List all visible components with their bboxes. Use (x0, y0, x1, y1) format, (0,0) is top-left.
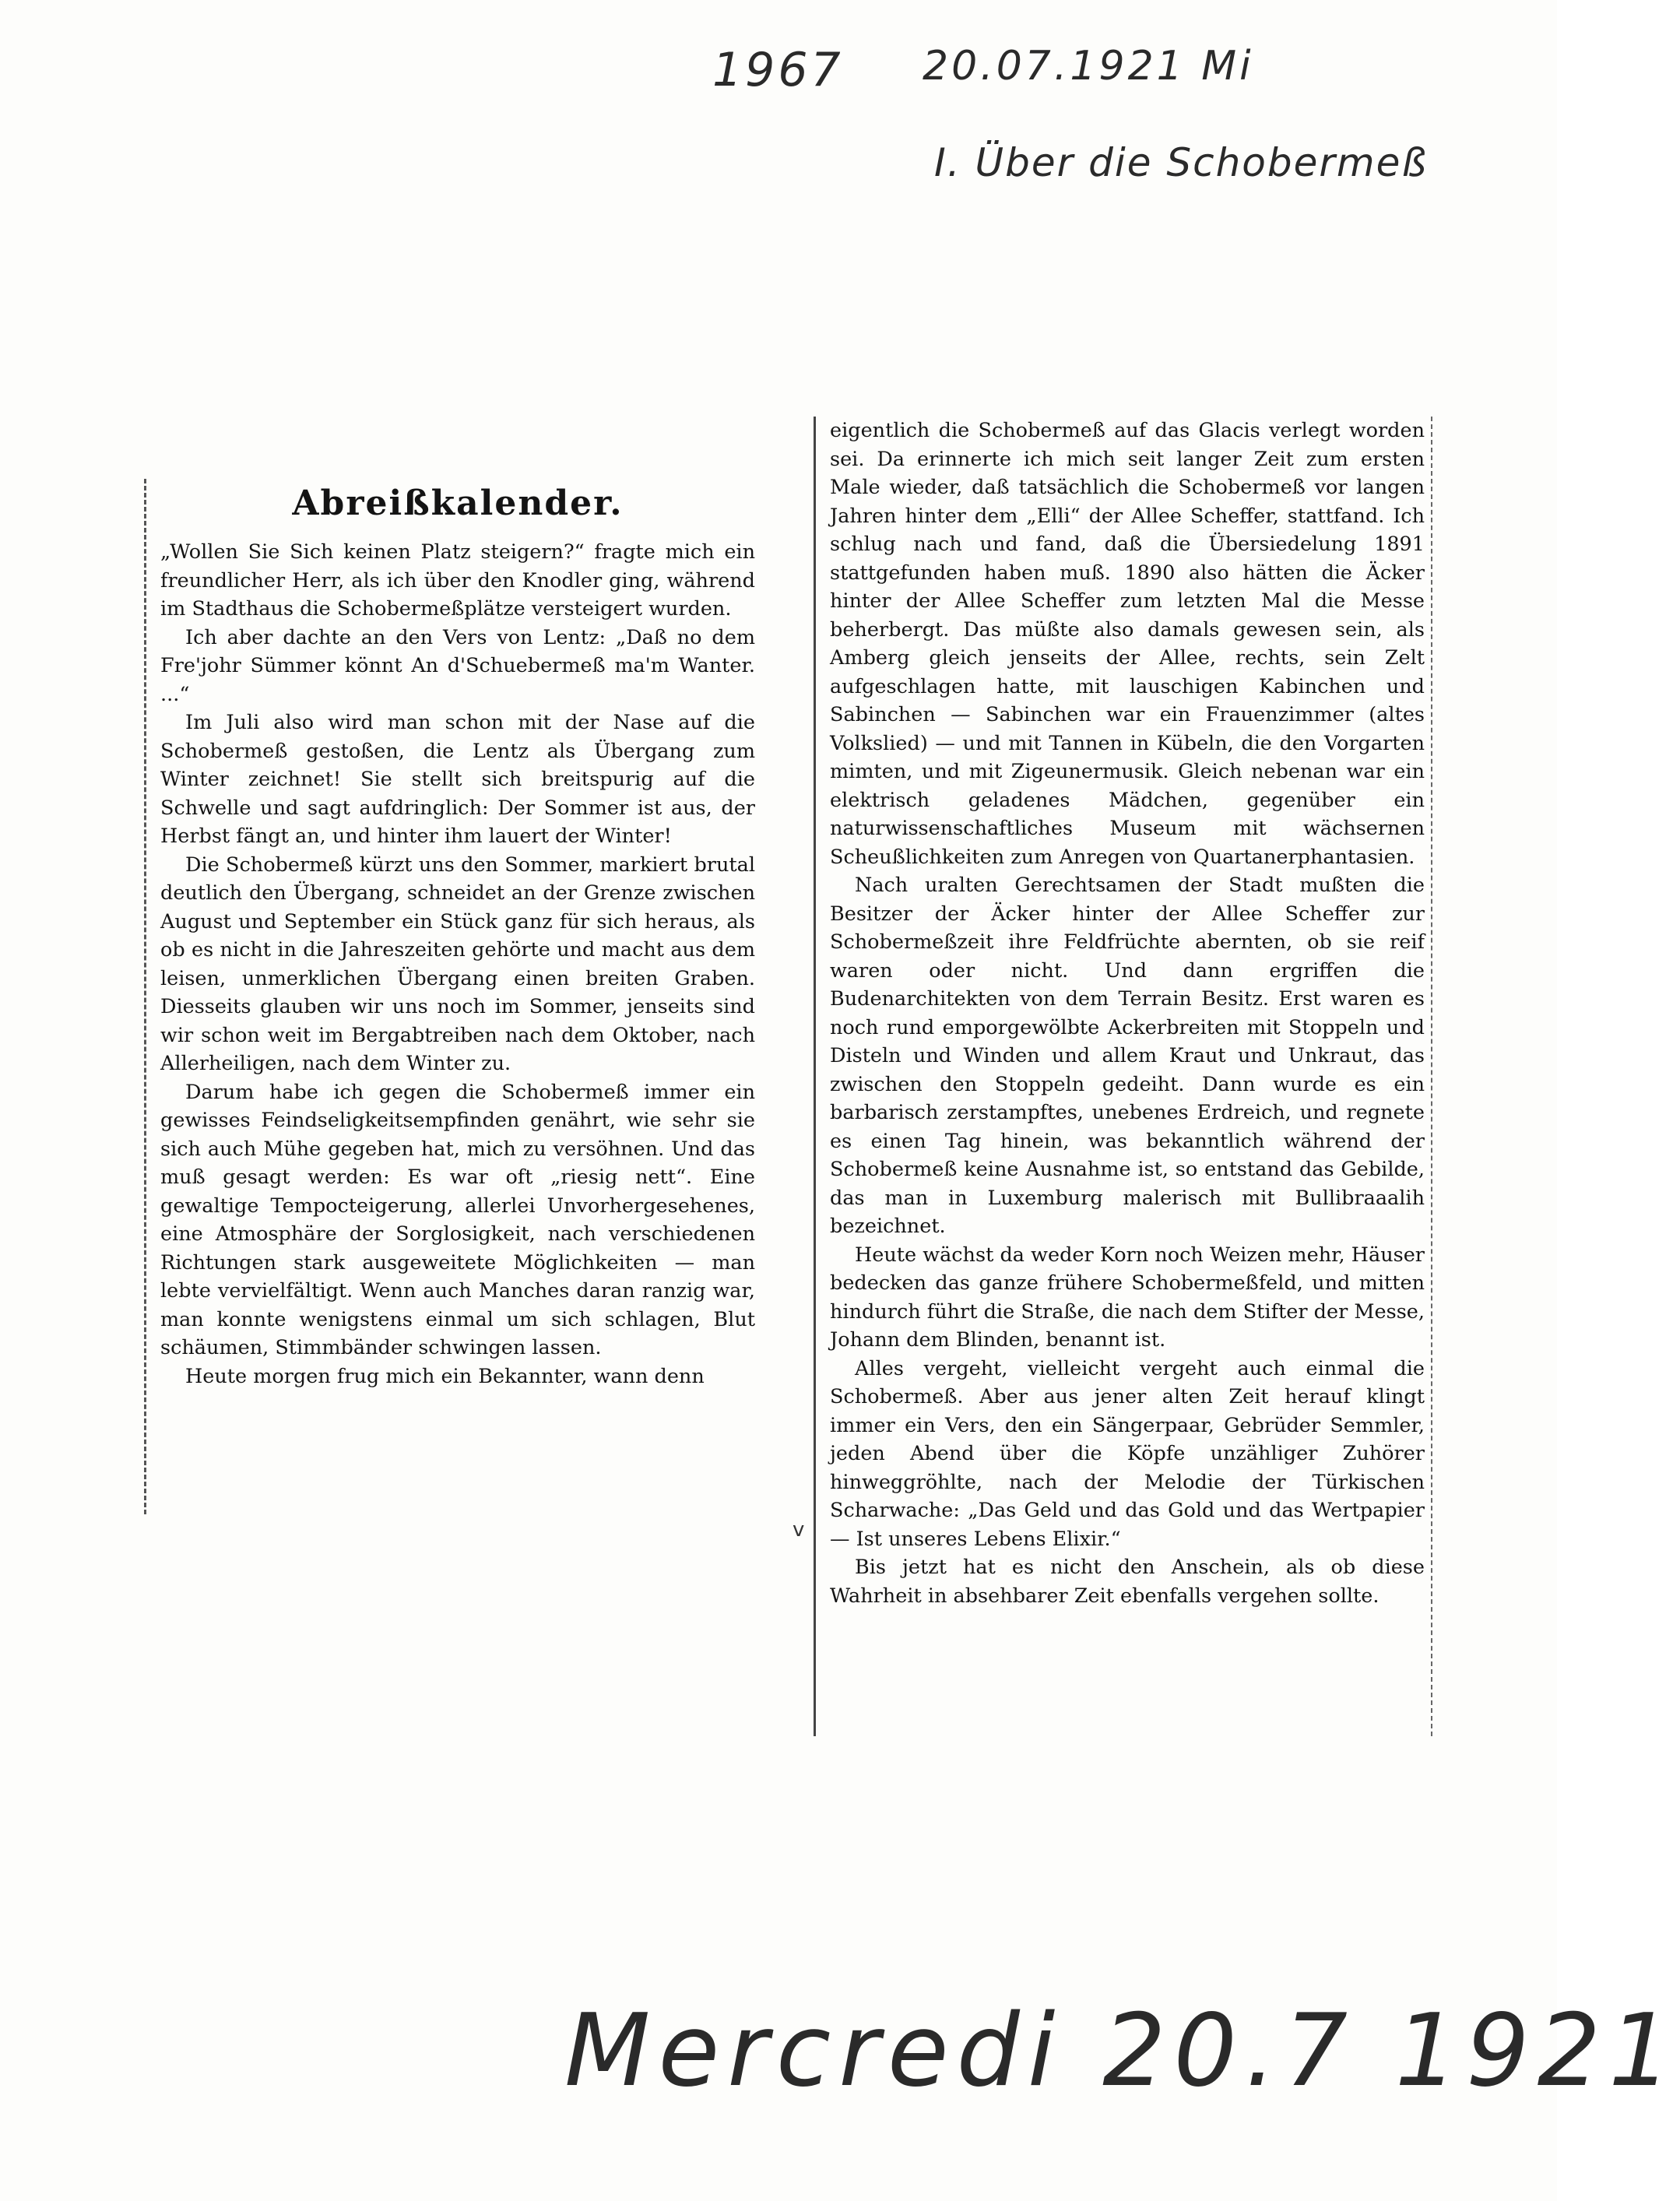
paragraph: eigentlich die Schobermeß auf das Glacis verlegt worden sei. Da erinnerte ich mich seit langer Zeit zum ersten Male wieder, daß tatsächlich die Schobermeß vor langen Jahren hinter dem „Elli“ der Allee Scheffer, stattfand. Ich schlug nach und fand, daß die Übersiedelung 1891 stattgefunden haben muß. 1890 also hätten die Äcker hinter der Allee Scheffer zum letzten Mal die Messe beherbergt. Das müßte also damals gewesen sein, als Amberg gleich jenseits der Allee, rechts, sein Zelt aufgeschlagen hatte, mit lauschigen Kabinchen und Sabinchen — Sabinchen war ein Frauenzimmer (altes Volkslied) — und mit Tannen in Kübeln, die den Vorgarten mimten, und mit Zigeunermusik. Gleich nebenan war ein elektrisch geladenes Mädchen, gegenüber ein naturwissenschaftliches Museum mit wächsernen Scheußlichkeiten zum Anregen von Quartanerphantasien. (830, 419, 1425, 869)
paragraph: „Wollen Sie Sich keinen Platz steigern?“ fragte mich ein freundlicher Herr, als ich über den Knodler ging, während im Stadthaus die Schobermeßplätze versteigert wurden. (160, 540, 755, 621)
paragraph: Bis jetzt hat es nicht den Anschein, als ob diese Wahrheit in absehbarer Zeit ebenfalls vergehen sollte. (830, 1556, 1425, 1608)
article-title: Abreißkalender. (292, 483, 624, 523)
handwritten-bottom-date: Mercredi 20.7 1921 (564, 1993, 1680, 2109)
paragraph: Heute wächst da weder Korn noch Weizen mehr, Häuser bedecken das ganze frühere Schobermeßfeld, und mitten hindurch führt die Straße, die nach dem Stifter der Messe, Johann dem Blinden, benannt ist. (830, 1243, 1425, 1352)
paragraph: Darum habe ich gegen die Schobermeß immer ein gewisses Feindseligkeitsempfinden genährt, wie sehr sie sich auch Mühe gegeben hat, mich zu versöhnen. Und das muß gesagt werden: Es war oft „riesig nett“. Eine gewaltige Tempoсteigerung, allerlei Unvorhergesehenes, eine Atmosphäre der Sorglosigkeit, nach verschiedenen Richtungen stark ausgeweitete Möglichkeiten — man lebte vervielfältigt. Wenn auch Manches daran ranzig war, man konnte wenigstens einmal um sich schlagen, Blut schäumen, Stimmbänder schwingen lassen. (160, 1080, 755, 1359)
handwritten-date: 20.07.1921 Mi (923, 43, 1254, 90)
right-column-text (830, 417, 1425, 1610)
left-column-text (160, 479, 755, 1391)
clipping-right-column (814, 417, 1432, 1736)
handwritten-archive-number: 1967 (712, 43, 844, 97)
clipping-left-column (144, 479, 761, 1514)
paragraph: Ich aber dachte an den Vers von Lentz: „Daß no dem Fre'johr Sümmer könnt An d'Schuebermeß ma'm Wanter. ...“ (160, 625, 755, 706)
paragraph: Heute morgen frug mich ein Bekannter, wann denn (185, 1364, 705, 1388)
paragraph: Alles vergeht, vielleicht vergeht auch einmal die Schobermeß. Aber aus jener alten Zeit herauf klingt immer ein Vers, den ein Sängerpaar, Gebrüder Semmler, jeden Abend über die Köpfe unzähliger Zuhörer hinweggröhlte, nach der Melodie der Türkischen Scharwache: „Das Geld und das Gold und das Wertpapier — Ist unseres Lebens Elixir.“ (830, 1356, 1425, 1551)
paragraph: Im Juli also wird man schon mit der Nase auf die Schobermeß gestoßen, die Lentz als Übergang zum Winter zeichnet! Sie stellt sich breitspurig auf die Schwelle und sagt aufdringlich: Der Sommer ist aus, der Herbst fängt an, und hinter ihm lauert der Winter! (160, 711, 755, 848)
paragraph: Die Schobermeß kürzt uns den Sommer, markiert brutal deutlich den Übergang, schneidet an der Grenze zwischen August und September ein Stück ganz für sich heraus, als ob es nicht in die Jahreszeiten gehörte und macht aus dem leisen, unmerklichen Übergang einen breiten Graben. Diesseits glauben wir uns noch im Sommer, jenseits sind wir schon weit im Bergabtreiben nach dem Oktober, nach Allerheiligen, nach dem Winter zu. (160, 853, 755, 1075)
paragraph: Nach uralten Gerechtsamen der Stadt mußten die Besitzer der Äcker hinter der Allee Scheffer zur Schobermeßzeit ihre Feldfrüchte abernten, ob sie reif waren oder nicht. Und dann ergriffen die Budenarchitekten von dem Terrain Besitz. Erst waren es noch rund emporgewölbte Ackerbreiten mit Stoppeln und Disteln und Winden und allem Kraut und Unkraut, das zwischen den Stoppeln gedeiht. Dann wurde es ein barbarisch zerstampftes, unebenes Erdreich, und regnete es einen Tag hinein, was bekanntlich während der Schobermeß keine Ausnahme ist, so entstand das Gebilde, das man in Luxemburg malerisch mit Bullibraaalih bezeichnet. (830, 874, 1425, 1238)
margin-check-mark: v (793, 1518, 805, 1542)
handwritten-note: I. Über die Schobermeß (934, 140, 1428, 185)
